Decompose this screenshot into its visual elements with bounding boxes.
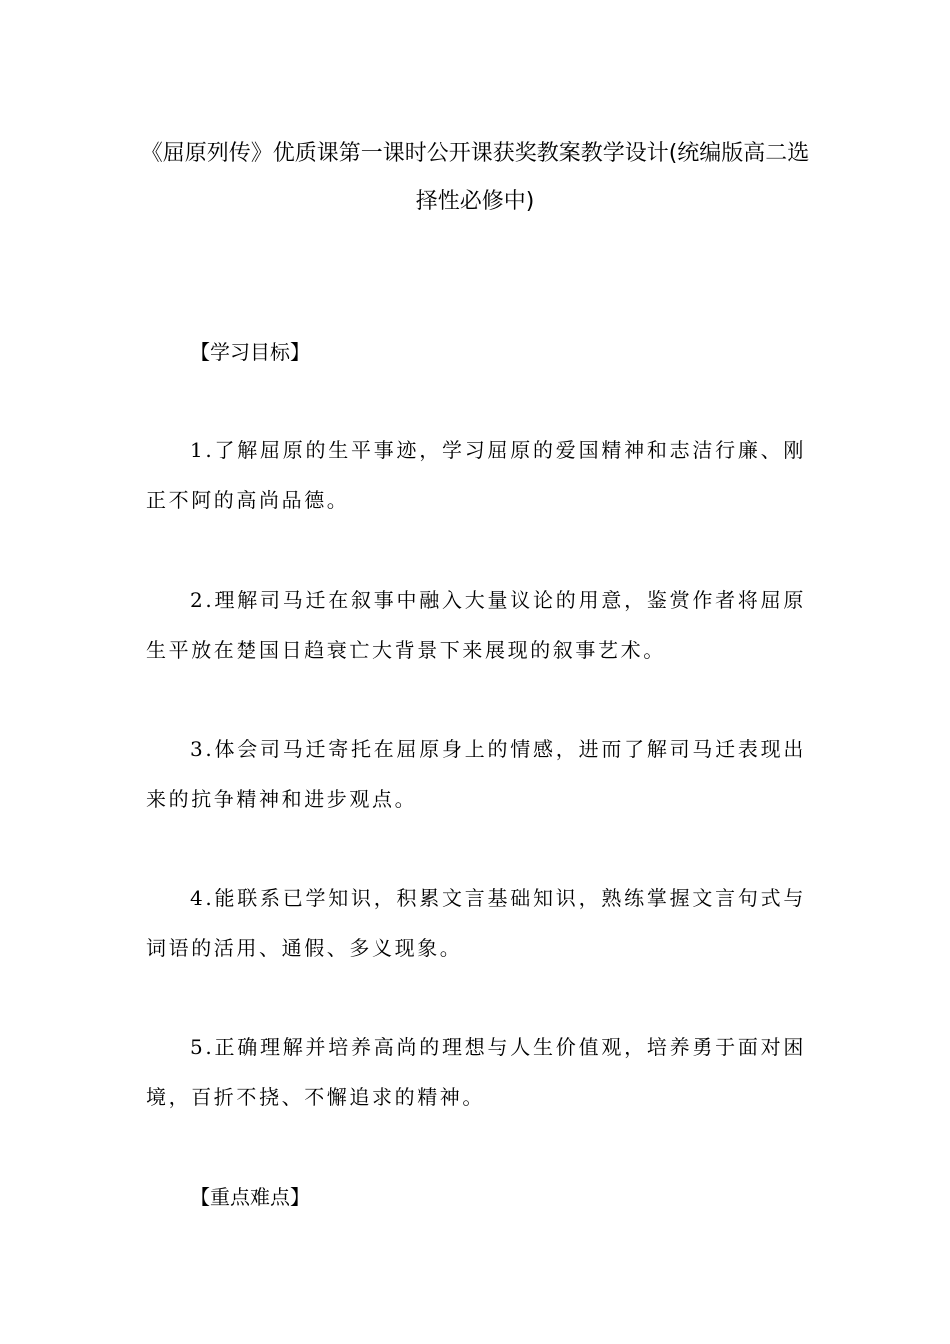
objective-item-1: 1.了解屈原的生平事迹，学习屈原的爱国精神和志洁行廉、刚正不阿的高尚品德。 [146,438,806,512]
objective-item-2: 2.理解司马迁在叙事中融入大量议论的用意，鉴赏作者将屈原生平放在楚国日趋衰亡大背景下来展现的叙事艺术。 [146,588,806,662]
key-points-heading: 【重点难点】 [190,1185,310,1209]
objective-item-3: 3.体会司马迁寄托在屈原身上的情感，进而了解司马迁表现出来的抗争精神和进步观点。 [146,737,806,811]
document-title: 《屈原列传》优质课第一课时公开课获奖教案教学设计(统编版高二选择性必修中) [140,141,810,214]
objective-item-4: 4.能联系已学知识，积累文言基础知识，熟练掌握文言句式与词语的活用、通假、多义现象。 [146,886,806,960]
learning-objectives-heading: 【学习目标】 [190,340,310,364]
objective-item-5: 5.正确理解并培养高尚的理想与人生价值观，培养勇于面对困境，百折不挠、不懈追求的精神。 [146,1035,806,1109]
